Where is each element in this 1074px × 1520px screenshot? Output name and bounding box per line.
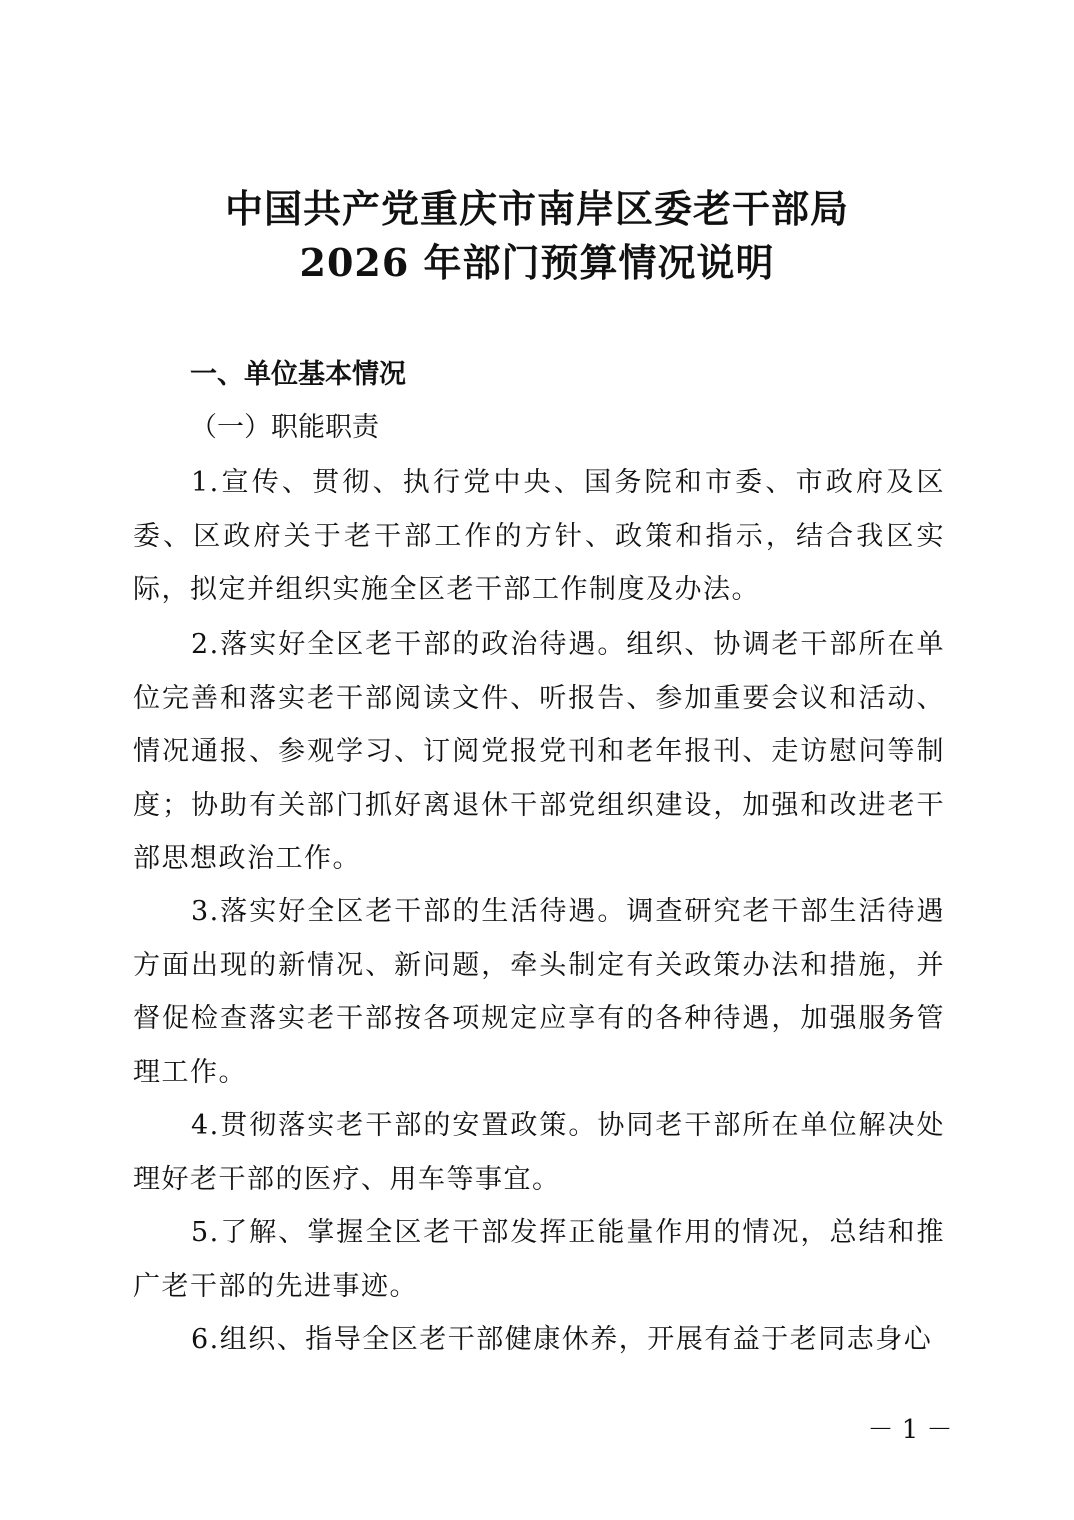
paragraph-6: 6.组织、指导全区老干部健康休养，开展有益于老同志身心 [191,1324,933,1355]
section-heading: 一、单位基本情况 [190,359,406,390]
page-number: － 1 － [867,1415,953,1445]
section-subheading: （一）职能职责 [190,412,379,443]
paragraph-3: 3.落实好全区老干部的生活待遇。调查研究老干部生活待遇方面出现的新情况、新问题，牵头制定有关政策办法和措施，并督促检查落实老干部按各项规定应享有的各种待遇，加强服务管理工作。 [133,896,945,1088]
document-title-line-2: 2026 年部门预算情况说明 [299,240,775,285]
paragraph-1: 1.宣传、贯彻、执行党中央、国务院和市委、市政府及区委、区政府关于老干部工作的方针、政策和指示，结合我区实际，拟定并组织实施全区老干部工作制度及办法。 [133,467,945,605]
paragraph-5: 5.了解、掌握全区老干部发挥正能量作用的情况，总结和推广老干部的先进事迹。 [133,1217,945,1302]
document-title-line-1: 中国共产党重庆市南岸区委老干部局 [224,186,849,231]
paragraph-2: 2.落实好全区老干部的政治待遇。组织、协调老干部所在单位完善和落实老干部阅读文件、听报告、参加重要会议和活动、情况通报、参观学习、订阅党报党刊和老年报刊、走访慰问等制度；协助有关部门抓好离退休干部党组织建设，加强和改进老干部思想政治工作。 [133,629,945,874]
paragraph-4: 4.贯彻落实老干部的安置政策。协同老干部所在单位解决处理好老干部的医疗、用车等事宜。 [133,1110,945,1195]
